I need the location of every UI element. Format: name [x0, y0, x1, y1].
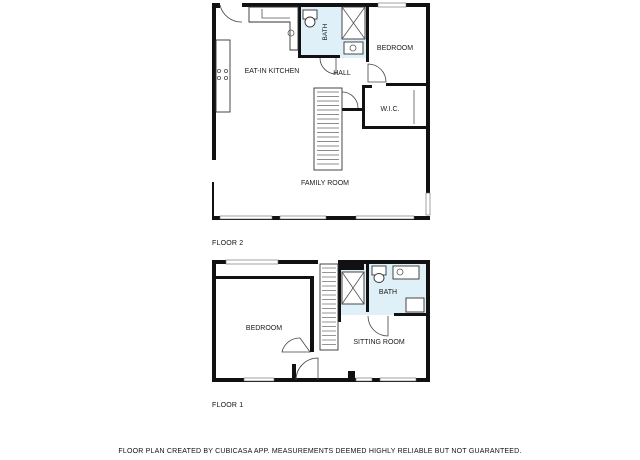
- floor1-door-bedroom: [282, 338, 310, 352]
- floor1-bath-wall-left: [338, 260, 341, 322]
- floor1-bath-wall-bottom: [394, 313, 430, 316]
- floor-2-label: FLOOR 2: [212, 240, 244, 247]
- floor1-door-entry: [296, 358, 318, 380]
- footer-disclaimer: FLOOR PLAN CREATED BY CUBICASA APP. MEASUREMENTS DEEMED HIGHLY RELIABLE BUT NOT GUARANTEED.: [118, 448, 522, 455]
- floor2-hall-wall: [342, 108, 365, 111]
- floor2-door-bedroom: [368, 64, 386, 82]
- floor1-post: [348, 371, 355, 378]
- floor1-bedroom-wall-right: [310, 276, 314, 352]
- wic-label: W.I.C.: [380, 106, 400, 113]
- floor-1-plan: [212, 260, 430, 382]
- floor1-bedroom-wall-bottom-stub: [292, 364, 296, 380]
- floor2-wall-left: [212, 3, 216, 160]
- floor2-bedroom-label: BEDROOM: [376, 45, 414, 52]
- floor-2-plan: [212, 3, 430, 220]
- floor1-bedroom-label: BEDROOM: [245, 325, 283, 332]
- floor2-wic-wall-left: [362, 85, 365, 129]
- floor2-window-top: [378, 3, 406, 7]
- floor2-toilet-bowl: [305, 17, 315, 27]
- floor2-bath-vanity: [344, 42, 363, 54]
- floor2-bath-wall-bottom: [298, 55, 340, 58]
- floor2-door-top: [220, 5, 242, 22]
- kitchen-counter-left: [216, 40, 230, 112]
- floor1-door-bath: [368, 316, 388, 336]
- hall-label: HALL: [333, 70, 351, 77]
- floor2-window-right: [426, 193, 430, 215]
- floor1-wall-left: [212, 260, 216, 382]
- floor1-staircase: [320, 264, 338, 350]
- floor1-bath-cabinet: [406, 298, 424, 312]
- family-room-label: FAMILY ROOM: [301, 180, 349, 187]
- floor1-window-top-left: [226, 260, 278, 264]
- floor2-bedroom-wall-bottom: [386, 83, 430, 86]
- eat-in-kitchen-label: EAT-IN KITCHEN: [244, 68, 300, 75]
- floor2-windows-bottom: [220, 216, 414, 219]
- floor2-wall-left-lower: [212, 182, 214, 218]
- floor-1-label: FLOOR 1: [212, 402, 244, 409]
- floor1-bedroom-wall-top: [216, 276, 314, 279]
- floor1-bath-wall-mid: [366, 262, 369, 312]
- floor2-wall-right: [426, 3, 430, 196]
- floor2-bath-wall-right: [366, 5, 369, 62]
- floor1-toilet-bowl: [374, 274, 384, 283]
- kitchen-counter-top: [249, 7, 298, 50]
- floor1-wall-right: [426, 260, 430, 382]
- floor1-block-top: [340, 260, 364, 270]
- floor2-staircase: [314, 88, 342, 170]
- floor2-wic-wall-bottom: [362, 126, 430, 129]
- sitting-room-label: SITTING ROOM: [353, 339, 405, 346]
- floor2-door-wic: [342, 92, 358, 108]
- floor1-bath-label: BATH: [378, 289, 398, 296]
- floor2-bath-label: BATH: [322, 23, 329, 41]
